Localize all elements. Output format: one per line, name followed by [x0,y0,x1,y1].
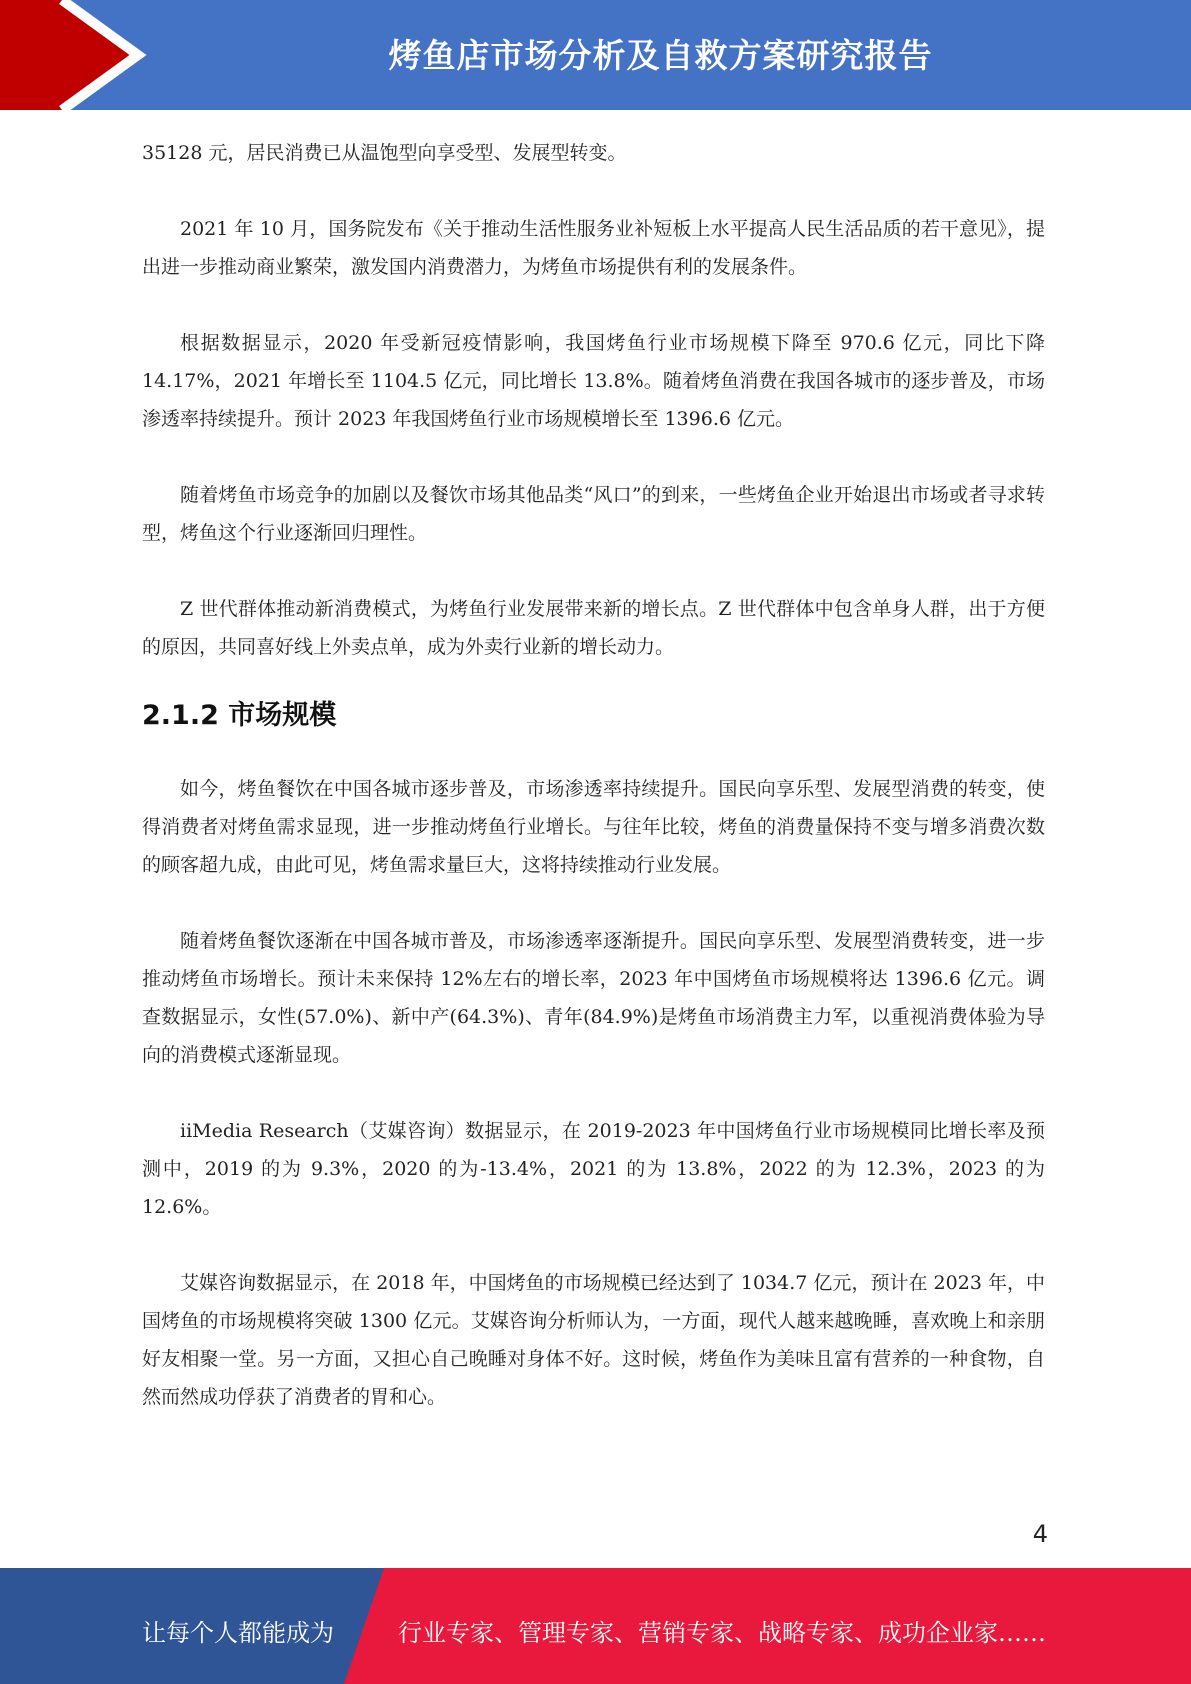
section-heading: 2.1.2 市场规模 [142,700,337,731]
footer-slogan-right: 行业专家、管理专家、营销专家、战略专家、成功企业家…… [398,1619,1046,1647]
footer-banner [0,1568,1191,1684]
footer-slogan-left: 让每个人都能成为 [142,1619,334,1647]
header-banner [0,0,1191,110]
paragraph-growth: 随着烤鱼餐饮逐渐在中国各城市普及，市场渗透率逐渐提升。国民向享乐型、发展型消费转变，进一步推动烤鱼市场增长。预计未来保持 12%左右的增长率，2023 年中国烤鱼市场规模将达 1396.6 亿元。调查数据显示，女性(57.0%)、新中产(64.3%)、青年(84.9%)是烤鱼市场消费主力军，以重视消费体验为导向的消费模式逐渐显现。 [142,930,1045,1066]
report-title: 烤鱼店市场分析及自救方案研究报告 [388,36,933,75]
paragraph-market-data: 根据数据显示，2020 年受新冠疫情影响，我国烤鱼行业市场规模下降至 970.6 亿元，同比下降 14.17%，2021 年增长至 1104.5 亿元，同比增长 13.8%。随着烤鱼消费在我国各城市的逐步普及，市场渗透率持续提升。预计 2023 年我国烤鱼行业市场规模增长至 1396.6 亿元。 [142,332,1045,430]
paragraph-analyst: 艾媒咨询数据显示，在 2018 年，中国烤鱼的市场规模已经达到了 1034.7 亿元，预计在 2023 年，中国烤鱼的市场规模将突破 1300 亿元。艾媒咨询分析师认为，一方面，现代人越来越晚睡，喜欢晚上和亲朋好友相聚一堂。另一方面，又担心自己晚睡对身体不好。这时候，烤鱼作为美味且富有营养的一种食物，自然而然成功俘获了消费者的胃和心。 [142,1272,1045,1408]
paragraph-gen-z: Z 世代群体推动新消费模式，为烤鱼行业发展带来新的增长点。Z 世代群体中包含单身人群，出于方便的原因，共同喜好线上外卖点单，成为外卖行业新的增长动力。 [142,598,1045,658]
paragraph-penetration: 如今，烤鱼餐饮在中国各城市逐步普及，市场渗透率持续提升。国民向享乐型、发展型消费的转变，使得消费者对烤鱼需求显现，进一步推动烤鱼行业增长。与往年比较，烤鱼的消费量保持不变与增多消费次数的顾客超九成，由此可见，烤鱼需求量巨大，这将持续推动行业发展。 [142,778,1045,876]
paragraph-iimedia: iiMedia Research（艾媒咨询）数据显示，在 2019-2023 年中国烤鱼行业市场规模同比增长率及预测中，2019 的为 9.3%，2020 的为-13.4%，2021 的为 13.8%，2022 的为 12.3%，2023 的为 12.6%。 [142,1120,1045,1218]
paragraph-competition: 随着烤鱼市场竞争的加剧以及餐饮市场其他品类“风口”的到来，一些烤鱼企业开始退出市场或者寻求转型，烤鱼这个行业逐渐回归理性。 [142,484,1045,544]
page-number: 4 [1032,1520,1048,1548]
document-body [142,134,1045,1416]
paragraph-policy: 2021 年 10 月，国务院发布《关于推动生活性服务业补短板上水平提高人民生活品质的若干意见》，提出进一步推动商业繁荣，激发国内消费潜力，为烤鱼市场提供有利的发展条件。 [142,218,1045,278]
paragraph-continued: 35128 元，居民消费已从温饱型向享受型、发展型转变。 [142,142,627,164]
